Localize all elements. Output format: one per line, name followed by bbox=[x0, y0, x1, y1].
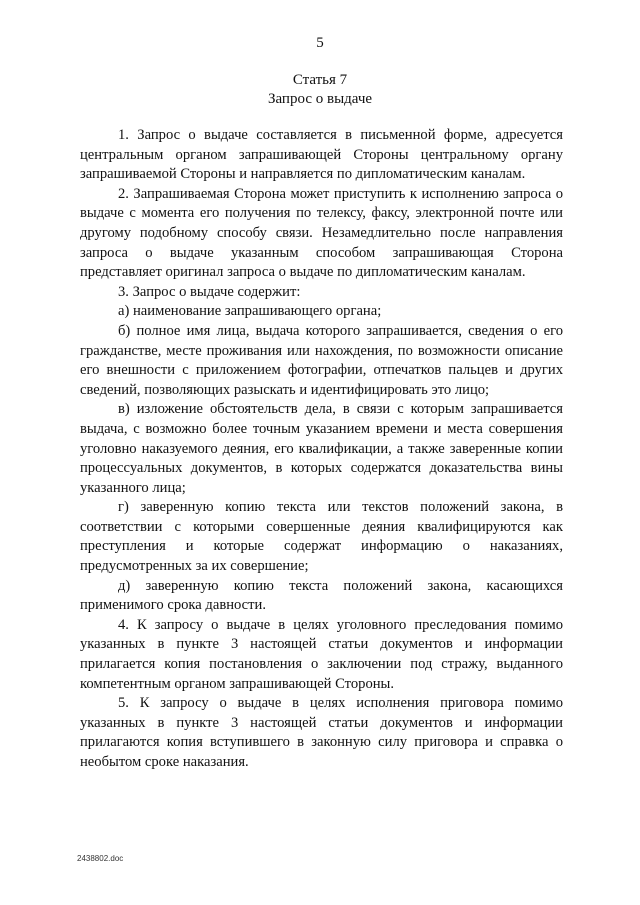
article-title: Запрос о выдаче bbox=[267, 91, 373, 107]
paragraph-4: 4. К запросу о выдаче в целях уголовного преследования помимо указанных в пункте 3 настоящей статьи документов и информации прилагается копия постановления о заключении под стражу, выданного компетентным органом запрашивающей Стороны. bbox=[80, 616, 563, 692]
subparagraph-a: а) наименование запрашивающего органа; bbox=[118, 303, 382, 320]
subparagraph-v: в) изложение обстоятельств дела, в связи с которым запрашивается выдача, с возможно более точным указанием времени и места совершения уголовно наказуемого деяния, его квалификации, а также заверенные копии процессуальных документов, в которых содержатся доказательства вины указанного лица; bbox=[80, 401, 563, 496]
article-body bbox=[80, 126, 563, 773]
page-number: 5 bbox=[316, 35, 324, 51]
article-number: Статья 7 bbox=[292, 72, 348, 88]
paragraph-5: 5. К запросу о выдаче в целях исполнения приговора помимо указанных в пункте 3 настоящей статьи документов и информации прилагаются копия вступившего в законную силу приговора и справка о необытом сроке наказания. bbox=[80, 695, 563, 770]
paragraph-2: 2. Запрашиваемая Сторона может приступить к исполнению запроса о выдаче с момента его получения по телексу, факсу, электронной почте или другому подобному способу связи. Незамедлительно после направления запроса о выдаче указанным способом запрашивающая Сторона представляет оригинал запроса о выдаче по дипломатическим каналам. bbox=[80, 185, 563, 281]
subparagraph-b: б) полное имя лица, выдача которого запрашивается, сведения о его гражданстве, месте проживания или нахождения, по возможности описание его внешности с приложением фотографии, отпечатков пальцев и других сведений, позволяющих разыскать и идентифицировать это лицо; bbox=[80, 322, 563, 398]
document-filename: 2438802.doc bbox=[77, 854, 124, 863]
subparagraph-g: г) заверенную копию текста или текстов положений закона, в соответствии с которыми совершенные деяния квалифицируются как преступления и которые содержат информацию о наказаниях, предусмотренных за их совершение; bbox=[80, 499, 563, 575]
paragraph-3: 3. Запрос о выдаче содержит: bbox=[118, 283, 301, 300]
paragraph-1: 1. Запрос о выдаче составляется в письменной форме, адресуется центральным органом запрашивающей Стороны центральному органу запрашиваемой Стороны и направляется по дипломатическим каналам. bbox=[80, 127, 563, 183]
subparagraph-d: д) заверенную копию текста положений закона, касающихся применимого срока давности. bbox=[80, 577, 563, 614]
